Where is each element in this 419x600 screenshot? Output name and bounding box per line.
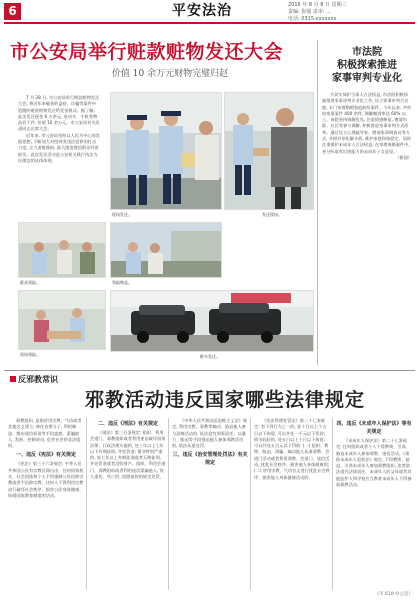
main-intro-paragraph: 7 月 28 日, 市公安局举行赃款赃物发还大会, 将近年来破获的盗窃、诈骗等案件中追缴的赃款赃物发还给受害群众。据了解, 此次发还现金 6 万余元, 电动车、手机等物品若干件, 价值 10 余万元。市公安局有关负责同志出席大会。	[18, 95, 100, 132]
photo-elderly-caption: 发还现场。	[262, 212, 282, 217]
heading-public-security: 三、违反《治安管理处罚法》有关规定	[172, 452, 248, 467]
cult-definition: 邪教组织, 是指冒用宗教、气功或者其他名义建立, 神化首要分子, 利用制造、散布迷信邪说等手段蛊惑、蒙骗他人, 发展、控制成员, 危害社会的非法组织。	[8, 418, 82, 449]
photo-table	[18, 290, 106, 350]
section2-source: （市 610 办公室）	[374, 592, 413, 597]
side-body-paragraph: 为切实保护当事人合法权益, 市法院积极探索推进家事审判专业化工作, 设立家事审判合议庭, 专门审理婚姻家庭纠纷案件。今年以来, 共审结家事案件 400 余件, 调解撤诉率达 60% 以上。该院坚持调解优先, 注重情感修复, 邀请妇联、社区等参与调解, 积极推进家事审判方式改革。通过设立心理疏导室、聘请家事调查员等方式, 多措并举化解矛盾, 维护家庭和谐稳定。同时注重保护未成年人合法权益, 在审理离婚案件中, 充分听取有识别能力的未成年子女意见。	[322, 92, 412, 154]
header-rule	[4, 22, 415, 24]
photo-handover	[110, 92, 222, 210]
photo-crowd	[18, 222, 106, 278]
public-security-text: 《治安管理处罚法》第二十七条规定: 有下列行为之一的, 处十日以上十五日以下拘留, 可以并处一千元以下罚款; 情节较轻的, 处五日以上十日以下拘留, 可以并处五百元以下罚款: (一) 组织、教唆、胁迫、诱骗、煽动他人从事邪教、会道门活动或者利用邪教、会道门、迷信活动, 扰乱社会秩序、损害他人身体健康的; (二) 冒用宗教、气功名义进行扰乱社会秩序、损害他人身体健康活动的。	[254, 418, 330, 480]
issue-info	[288, 2, 347, 23]
issue-phone: 电话: 0315-xxxxxxx	[288, 16, 337, 22]
tag-square-icon	[10, 376, 16, 382]
issue-editor: 责编: 崔强 责审: ...	[288, 9, 331, 15]
page-header	[0, 0, 419, 22]
side-headline-line1: 市法院	[352, 47, 382, 58]
section-title: 平安法治	[172, 3, 232, 19]
side-author: （崔强）	[395, 154, 412, 160]
photo-elderly-receiving	[224, 92, 314, 210]
column-rule-3	[250, 418, 251, 590]
photo-crowd-caption: 群众领取。	[20, 280, 40, 285]
side-headline-line3: 家事审判专业化	[332, 73, 402, 84]
minor-protection-text: 《未成年人保护法》第二十七条规定: 任何组织或者个人不得教唆、引诱、胁迫未成年人参加邪教、迷信活动。《预防未成年人犯罪法》规定, 不得教唆、胁迫、引诱未成年人参加邪教组织, 违者依法追究法律责任。未成年人的父母或者其他监护人和学校应当教育未成年人不得参加邪教活动。	[336, 438, 412, 488]
main-article-text	[18, 95, 100, 215]
heading-minor-protection: 四、违反《未成年人保护法》等有关规定	[336, 421, 412, 435]
photo-handover-caption: 现场发还。	[112, 212, 132, 217]
photo-table-caption: 现场领取。	[20, 352, 40, 357]
column-divider	[317, 40, 318, 365]
constitution-text: 《宪法》第三十六条规定: 中华人民共和国公民有宗教信仰自由。任何国家机关、社会团体和个人不得强制公民信仰宗教或者不信仰宗教。任何人不得利用宗教进行破坏社会秩序、损害公民身体健康、妨碍国家教育制度的活动。	[8, 461, 84, 498]
article-column-3	[172, 418, 248, 590]
article-column-4	[254, 418, 330, 590]
section2-headline: 邪教活动违反国家哪些法律规定	[85, 389, 366, 411]
side-headline	[322, 46, 412, 85]
main-subhead: 价值 10 余万元财物完璧归赵	[111, 69, 229, 79]
heading-constitution: 一、违反《宪法》有关规定	[15, 452, 76, 459]
section-separator	[4, 370, 415, 371]
side-headline-line2: 积极探索推进	[337, 60, 397, 71]
article-column-1	[8, 418, 84, 590]
photo-cars	[110, 290, 314, 352]
column-tag	[10, 374, 58, 385]
photo-building-caption: 领取物品。	[112, 280, 132, 285]
main-body-paragraph: 近年来, 市公安局坚持以人民为中心的发展思想, 不断加大对侵财类违法犯罪的打击力度, 全力追赃挽损, 最大限度挽回群众经济损失。此次发还活动是公安机关践行执法为民理念的具体体现。	[18, 132, 100, 163]
article-column-5	[336, 418, 412, 590]
page-number: 6	[4, 3, 21, 20]
issue-date: 2016 年 8 月 8 日 星期三	[288, 2, 347, 8]
counterterrorism-text: 《中华人民共和国反恐怖主义法》规定, 利用宗教、邪教等煽动、胁迫他人参与恐怖活动的, 依法追究刑事责任。以暴力、胁迫等手段强迫他人参加邪教活动的, 依法从重处罚。	[172, 418, 248, 449]
column-rule-1	[86, 418, 87, 590]
column-tag-label: 反邪教常识	[18, 375, 58, 384]
photo-cars-caption: 赃车发还。	[200, 354, 220, 359]
article-column-2	[90, 418, 166, 590]
photo-building	[110, 222, 222, 278]
column-rule-2	[168, 418, 169, 590]
side-article-text	[322, 92, 412, 364]
main-headline: 市公安局举行赃款赃物发还大会	[10, 41, 284, 63]
heading-criminal-law: 二、违反《刑法》有关规定	[97, 421, 158, 427]
criminal-law-text: 《刑法》第三百条规定: 组织、利用会道门、邪教组织或者利用迷信破坏国家法律、行政法规实施的, 处三年以上七年以下有期徒刑, 并处罚金; 情节特别严重的, 处七年以上有期徒刑或者无期徒刑, 并处罚金或者没收财产。组织、利用会道门、邪教组织或者利用迷信蒙骗他人, 致人重伤、死亡的, 依照前款的规定处罚。	[90, 430, 166, 480]
column-rule-4	[332, 418, 333, 590]
